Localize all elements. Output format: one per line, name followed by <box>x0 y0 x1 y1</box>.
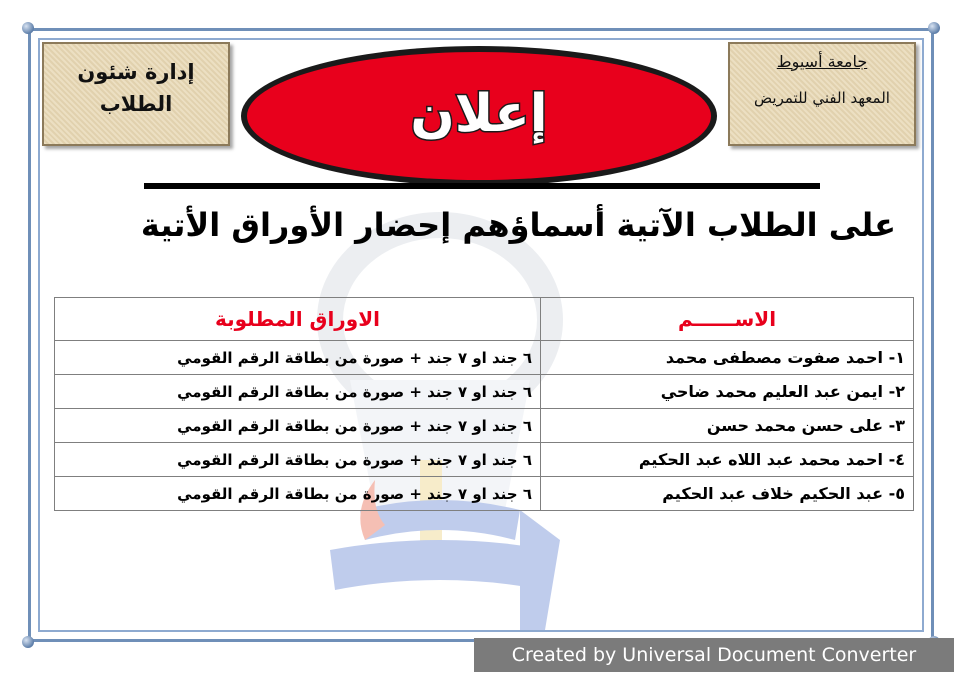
table-row <box>55 443 914 477</box>
student-name: ١- احمد صفوت مصطفى محمد <box>541 341 914 375</box>
frame-corner-ornament <box>928 22 940 34</box>
institution-box <box>728 42 916 146</box>
table-row <box>55 477 914 511</box>
required-papers: ٦ جند او ٧ جند + صورة من بطاقة الرقم القومي <box>55 443 541 477</box>
divider-rule <box>144 183 820 189</box>
banner-title: إعلان <box>410 84 548 144</box>
department-box <box>42 42 230 146</box>
required-papers: ٦ جند او ٧ جند + صورة من بطاقة الرقم القومي <box>55 409 541 443</box>
table-row <box>55 375 914 409</box>
column-header-papers: الاوراق المطلوبة <box>55 298 541 341</box>
table-row <box>55 409 914 443</box>
required-papers: ٦ جند او ٧ جند + صورة من بطاقة الرقم القومي <box>55 375 541 409</box>
department-line-1: إدارة شئون <box>77 60 195 84</box>
institute-name: المعهد الفني للتمريض <box>754 89 890 107</box>
frame-corner-ornament <box>22 636 34 648</box>
university-name: جامعة أسيوط <box>776 52 868 71</box>
converter-watermark: Created by Universal Document Converter <box>474 638 954 672</box>
student-name: ٥- عبد الحكيم خلاف عبد الحكيم <box>541 477 914 511</box>
required-papers: ٦ جند او ٧ جند + صورة من بطاقة الرقم القومي <box>55 477 541 511</box>
table-row <box>55 341 914 375</box>
required-papers: ٦ جند او ٧ جند + صورة من بطاقة الرقم القومي <box>55 341 541 375</box>
student-name: ٤- احمد محمد عبد اللاه عبد الحكيم <box>541 443 914 477</box>
announcement-banner <box>236 44 722 192</box>
students-table <box>54 297 914 511</box>
notice-heading: على الطلاب الآتية أسماؤهم إحضار الأوراق الأتية <box>140 206 896 244</box>
student-name: ٣- على حسن محمد حسن <box>541 409 914 443</box>
department-line-2: الطلاب <box>99 92 173 116</box>
table-header-row <box>55 298 914 341</box>
column-header-name: الاســــــم <box>541 298 914 341</box>
student-name: ٢- ايمن عبد العليم محمد ضاحي <box>541 375 914 409</box>
frame-corner-ornament <box>22 22 34 34</box>
